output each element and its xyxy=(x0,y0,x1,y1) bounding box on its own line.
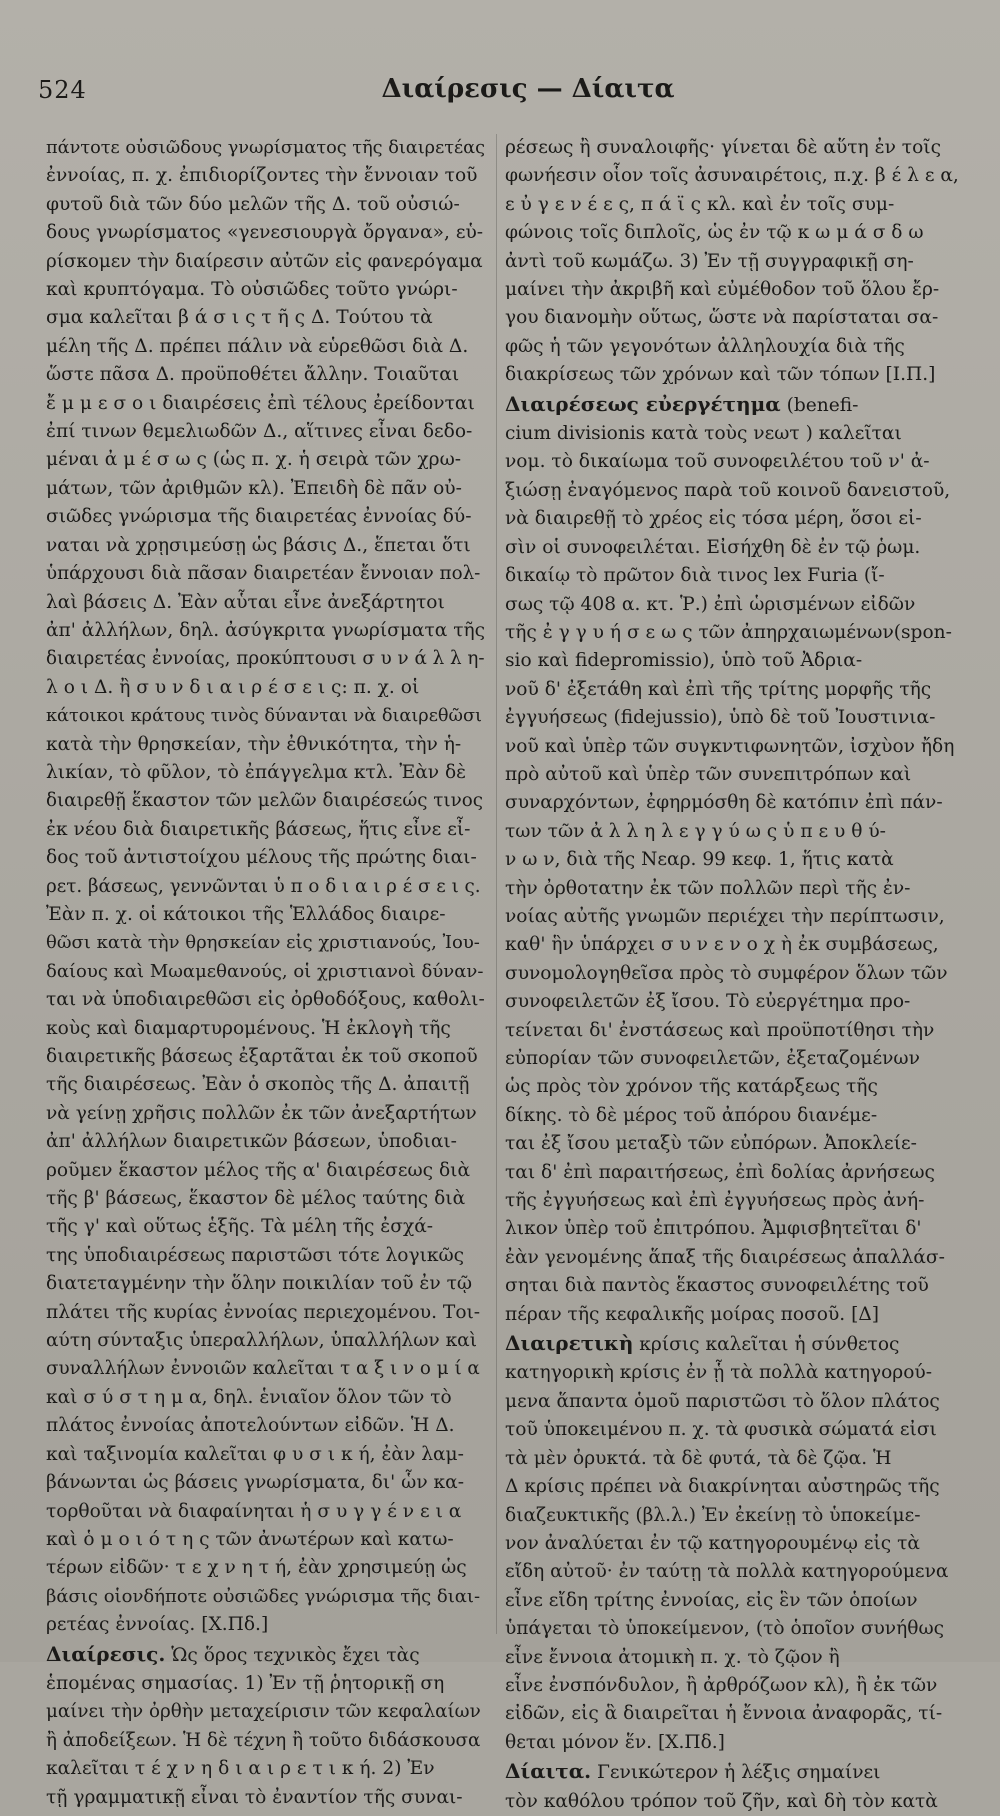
text-line: ἐννοίας, π. χ. ἐπιδιορίζοντες τὴν ἔννοιαν τοῦ xyxy=(46,165,478,187)
entry-diairesis-technical xyxy=(46,1640,486,1812)
text-line: τῆς β' βάσεως, ἕκαστον δὲ μέλος ταύτης διὰ xyxy=(46,1188,466,1210)
entry-first-line-text: κρίσις καλεῖται ἡ σύνθετος xyxy=(633,1334,900,1356)
text-line: ὑπάγεται τὸ ὑποκείμενον, (τὸ ὁποῖον συνήθως xyxy=(505,1618,945,1640)
entry-first-line-text: Γενικώτερον ἡ λέξις σημαίνει xyxy=(591,1762,881,1784)
text-line: νον ἀναλύεται ἐν τῷ κατηγορουμένῳ εἰς τὰ xyxy=(505,1532,920,1554)
text-line: κοὺς καὶ διαμαρτυρομένους. Ἡ ἐκλογὴ τῆς xyxy=(46,1017,451,1039)
text-line: ξιώσῃ ἐναγόμενος παρὰ τοῦ κοινοῦ δανειστοῦ, xyxy=(505,479,951,501)
text-line: σὶν οἱ συνοφειλέται. Εἰσήχθη δὲ ἐν τῷ ῥωμ. xyxy=(505,536,921,558)
text-line: ροῦμεν ἕκαστον μέλος τῆς α' διαιρέσεως διὰ xyxy=(46,1159,470,1181)
text-line: κατηγορικὴ κρίσις ἐν ᾗ τὰ πολλὰ κατηγορού- xyxy=(505,1362,933,1384)
text-line: ἔ μ μ ε σ ο ι διαιρέσεις ἐπὶ τέλους ἐρείδονται xyxy=(46,392,475,414)
text-line: διαιρετέας ἐννοίας, προκύπτουσι σ υ ν ά λ λ η- xyxy=(46,648,485,670)
text-line: κάτοικοι κράτους τινὸς δύνανται νὰ διαιρεθῶσι xyxy=(46,706,482,727)
text-line: λ ο ι Δ. ἢ σ υ ν δ ι α ι ρ έ σ ε ι ς: π. χ. οἱ xyxy=(46,676,420,698)
text-line: λικίαν, τὸ φῦλον, τὸ ἐπάγγελμα κτλ. Ἐὰν δὲ xyxy=(46,761,467,783)
text-line: φωνήεσιν οἷον τοῖς ἀσυναιρέτοις, π.χ. β έ λ ε α, xyxy=(505,165,959,187)
entry-first-line xyxy=(505,1329,967,1359)
text-line: μάτων, τῶν ἀριθμῶν κλ). Ἐπειδὴ δὲ πᾶν οὐ- xyxy=(46,477,462,499)
entry-headword: Δίαιτα. xyxy=(505,1759,592,1784)
text-line: θεται μόνον ἕν. [Χ.Πδ.] xyxy=(505,1731,725,1753)
entry-diaireseos-euergetima xyxy=(505,390,967,1329)
right-column xyxy=(505,134,967,1812)
text-line: Ἐὰν π. χ. οἱ κάτοικοι τῆς Ἑλλάδος διαιρε- xyxy=(46,903,446,925)
entry-headword: Διαίρεσις. xyxy=(46,1641,166,1666)
entry-diairesis-continued xyxy=(46,134,486,1640)
text-line: σμα καλεῖται β ά σ ι ς τ ῆ ς Δ. Τούτου τὰ xyxy=(46,307,433,329)
text-line: ἀπ' ἀλλήλων, δηλ. ἀσύγκριτα γνωρίσματα τῆς xyxy=(46,619,486,641)
entry-first-line xyxy=(505,1757,967,1787)
text-line: σως τῷ 408 α. κτ. Ῥ.) ἐπὶ ὡρισμένων εἰδῶν xyxy=(505,593,916,615)
entry-first-line xyxy=(505,390,967,420)
text-line: σιῶδες γνώρισμα τῆς διαιρετέας ἐννοίας δύ- xyxy=(46,506,472,528)
text-line: κατὰ τὴν θρησκείαν, τὴν ἐθνικότητα, τὴν ἡ- xyxy=(46,733,462,755)
text-line: τὴν ὀρθοτατην ἐκ τῶν πολλῶν περὶ τῆς ἐν- xyxy=(505,877,911,899)
entry-headword: Διαιρέσεως εὐεργέτημα xyxy=(505,391,781,416)
text-line: ἀπ' ἀλλήλων διαιρετικῶν βάσεων, ὑποδιαι- xyxy=(46,1131,457,1153)
text-line: ὥστε πᾶσα Δ. προϋποθέτει ἄλλην. Τοιαῦται xyxy=(46,364,460,386)
text-line: διαιρετικῆς βάσεως ἐξαρτᾶται ἐκ τοῦ σκοποῦ xyxy=(46,1046,478,1067)
text-line: δος τοῦ ἀντιστοίχου μέλους τῆς πρώτης διαι- xyxy=(46,847,477,869)
text-line: λαὶ βάσεις Δ. Ἐὰν αὗται εἶνε ἀνεξάρτητοι xyxy=(46,591,445,613)
text-line: cium divisionis κατὰ τοὺς νεωτ ) καλεῖται xyxy=(505,423,902,445)
text-line: δαίους καὶ Μωαμεθανούς, οἱ χριστιανοὶ δύναν- xyxy=(46,960,484,982)
text-line: καὶ ὁ μ ο ι ό τ η ς τῶν ἀνωτέρων καὶ κατω- xyxy=(46,1528,454,1550)
text-line: μαίνει τὴν ὀρθὴν μεταχείρισιν τῶν κεφαλαίων xyxy=(46,1701,481,1723)
text-line: sio καὶ fidepromissio), ὑπὸ τοῦ Ἀδρια- xyxy=(505,650,863,672)
text-line: μέλη τῆς Δ. πρέπει πάλιν νὰ εὑρεθῶσι διὰ Δ. xyxy=(46,335,469,357)
text-line: ρετέας ἐννοίας. [Χ.Πδ.] xyxy=(46,1614,269,1636)
text-line: ρετ. βάσεως, γεννῶνται ὑ π ο δ ι α ι ρ έ σ ε ι ς. xyxy=(46,875,481,897)
text-line: νὰ διαιρεθῇ τὸ χρέος εἰς τόσα μέρη, ὅσοι εἰ- xyxy=(505,508,922,530)
text-line: φυτοῦ διὰ τῶν δύο μελῶν τῆς Δ. τοῦ οὐσιώ- xyxy=(46,193,460,215)
text-line: τῇ γραμματικῇ εἶναι τὸ ἐναντίον τῆς συναι- xyxy=(46,1786,463,1808)
text-line: καὶ ταξινομία καλεῖται φ υ σ ι κ ή, ἐὰν λαμ- xyxy=(46,1443,464,1465)
text-line: λικον ὑπὲρ τοῦ ἐπιτρόπου. Ἀμφισβητεῖται δ' xyxy=(505,1218,922,1240)
text-line: μαίνει τὴν ἀκριβῆ καὶ εὐμέθοδον τοῦ ὅλου ἔρ- xyxy=(505,279,940,301)
text-line: ται νὰ ὑποδιαιρεθῶσι εἰς ὀρθοδόξους, καθολι- xyxy=(46,989,485,1011)
text-line: ὡς πρὸς τὸν χρόνον τῆς κατάρξεως τῆς xyxy=(505,1076,878,1098)
text-line: τῆς ἐ γ γ υ ή σ ε ω ς τῶν ἀπηρχαιωμένων(spon- xyxy=(505,621,952,643)
text-line: συναλλήλων ἐννοιῶν καλεῖται τ α ξ ι ν ο μ ί α xyxy=(46,1358,480,1380)
text-line: πρὸ αὐτοῦ καὶ ὑπὲρ τῶν συνεπιτρόπων καὶ xyxy=(505,763,912,785)
text-line: βάσις οἱονδήποτε οὐσιῶδες γνώρισμα τῆς διαι- xyxy=(46,1585,481,1607)
text-line: εἶνε εἴδη τρίτης ἐννοίας, εἰς ἓν τῶν ὁποίων xyxy=(505,1589,918,1611)
text-line: εἶνε ἔννοια ἀτομικὴ π. χ. τὸ ζῷον ἢ xyxy=(505,1646,840,1668)
column-divider xyxy=(496,134,497,1634)
text-line: καλεῖται τ έ χ ν η δ ι α ι ρ ε τ ι κ ή. 2) Ἐν xyxy=(46,1758,435,1780)
text-line: νὰ γείνῃ χρῆσις πολλῶν ἐκ τῶν ἀνεξαρτήτων xyxy=(46,1102,477,1124)
text-line: Δ κρίσις πρέπει νὰ διακρίνηται αὐστηρῶς τῆς xyxy=(505,1476,940,1498)
text-line: τορθοῦται νὰ διαφαίνηται ἡ σ υ γ γ έ ν ε ι α xyxy=(46,1500,462,1522)
text-line: νοῦ δ' ἐξετάθη καὶ ἐπὶ τῆς τρίτης μορφῆς τῆς xyxy=(505,678,932,700)
running-title: Διαίρεσις — Δίαιτα xyxy=(381,74,675,104)
text-line: συνομολογηθεῖσα πρὸς τὸ συμφέρον ὅλων τῶν xyxy=(505,962,948,984)
text-line: διαζευκτικῆς (βλ.λ.) Ἐν ἐκείνῃ τὸ ὑποκείμε- xyxy=(505,1504,921,1526)
text-line: συνοφειλετῶν ἐξ ἴσου. Τὸ εὐεργέτημα προ- xyxy=(505,991,911,1013)
text-line: μενα ἅπαντα ὁμοῦ παριστῶσι τὸ ὅλον πλάτος xyxy=(505,1390,940,1412)
text-line: φῶς ἡ τῶν γεγονότων ἀλληλουχία διὰ τῆς xyxy=(505,335,905,357)
text-line: πλάτος ἐννοίας ἀποτελούντων εἰδῶν. Ἡ Δ. xyxy=(46,1415,455,1437)
text-line: ἐκ νέου διὰ διαιρετικῆς βάσεως, ἥτις εἶνε εἶ- xyxy=(46,818,471,840)
text-line: δίκης. τὸ δὲ μέρος τοῦ ἀπόρου διανέμε- xyxy=(505,1104,878,1126)
entry-diaita xyxy=(505,1757,967,1816)
text-line: δικαίῳ τὸ πρῶτον διὰ τινος lex Furia (ἴ- xyxy=(505,565,885,587)
text-line: πλάτει τῆς κυρίας ἐννοίας περιεχομένου. Τοι- xyxy=(46,1301,481,1323)
text-line: της ὑποδιαιρέσεως παριστῶσι τότε λογικῶς xyxy=(46,1244,465,1266)
text-line: τέρων εἰδῶν· τ ε χ ν η τ ή, ἐὰν χρησιμεύῃ ὡς xyxy=(46,1557,467,1579)
text-line: τείνεται δι' ἐνστάσεως καὶ προϋποτίθησι τὴν xyxy=(505,1019,935,1041)
text-line: ἢ ἀποδείξεων. Ἡ δὲ τέχνη ἢ τοῦτο διδάσκουσα xyxy=(46,1729,481,1751)
text-line: νοίας αὐτῆς γνωμῶν περιέχει τὴν περίπτωσιν, xyxy=(505,905,945,927)
text-line: ν ω ν, διὰ τῆς Νεαρ. 99 κεφ. 1, ἥτις κατὰ xyxy=(505,849,894,871)
text-line: καθ' ἣν ὑπάρχει σ υ ν ε ν ο χ ὴ ἐκ συμβάσεως, xyxy=(505,934,939,956)
text-line: ται ἐξ ἴσου μεταξὺ τῶν εὐπόρων. Ἀποκλείε- xyxy=(505,1133,917,1155)
text-line: μέναι ἀ μ έ σ ω ς (ὡς π. χ. ἡ σειρὰ τῶν χρω- xyxy=(46,449,462,471)
text-line: βάνωνται ὡς βάσεις γνωρίσματα, δι' ὧν κα- xyxy=(46,1472,464,1494)
text-line: εἶνε ἐνσπόνδυλον, ἢ ἀρθρόζωον κλ), ἢ ἐκ τῶν xyxy=(505,1674,938,1696)
text-line: νοῦ καὶ ὑπὲρ τῶν συγκντιφωνητῶν, ἰσχὺον ἤδη xyxy=(505,735,955,757)
text-line: θῶσι κατὰ τὴν θρησκείαν εἰς χριστιανούς, Ἰου- xyxy=(46,932,480,954)
page-header xyxy=(38,76,964,116)
entry-first-line-text: Ὡς ὅρος τεχνικὸς ἔχει τὰς xyxy=(165,1644,420,1666)
text-line: νομ. τὸ δικαίωμα τοῦ συνοφειλέτου τοῦ ν' ἀ- xyxy=(505,451,930,473)
entry-first-line-text: (benefi- xyxy=(780,394,859,416)
page-number: 524 xyxy=(38,76,87,104)
text-line: τῆς γ' καὶ οὕτως ἑξῆς. Τὰ μέλη τῆς ἐσχά- xyxy=(46,1216,434,1238)
entry-diairetiki-krisis xyxy=(505,1329,967,1757)
entry-first-line xyxy=(46,1640,486,1670)
text-line: των τῶν ἀ λ λ η λ ε γ γ ύ ω ς ὑ π ε υ θ ύ- xyxy=(505,820,886,842)
text-line: εὐπορίαν τῶν συνοφειλετῶν, ἐξεταζομένων xyxy=(505,1048,920,1069)
left-column xyxy=(46,134,486,1808)
text-line: καὶ κρυπτόγαμα. Τὸ οὐσιῶδες τοῦτο γνώρι- xyxy=(46,279,458,301)
text-line: ὑπάρχουσι διὰ πᾶσαν διαιρετέαν ἔννοιαν πολ- xyxy=(46,563,481,585)
text-line: ναται νὰ χρῃσιμεύσῃ ὡς βάσις Δ., ἕπεται ὅτι xyxy=(46,534,471,556)
text-line: ρίσκομεν τὴν διαίρεσιν αὐτῶν εἰς φανερόγαμα xyxy=(46,250,483,272)
text-line: ἀντὶ τοῦ κωμάζω. 3) Ἐν τῇ συγγραφικῇ ση- xyxy=(505,250,914,272)
text-line: διαιρεθῇ ἕκαστον τῶν μελῶν διαιρέσεώς τινος xyxy=(46,790,483,812)
text-line: ρέσεως ἢ συναλοιφῆς· γίνεται δὲ αὕτη ἐν τοῖς xyxy=(505,137,941,158)
text-line: τῆς ἐγγυήσεως καὶ ἐπὶ ἐγγυήσεως πρὸς ἀνή- xyxy=(505,1190,925,1212)
text-line: ἐγγυήσεως (fidejussio), ὑπὸ δὲ τοῦ Ἰουστινια- xyxy=(505,707,936,729)
text-line: ἐπί τινων θεμελιωδῶν Δ., αἵτινες εἶναι δεδο- xyxy=(46,421,473,443)
text-line: διακρίσεως τῶν χρόνων καὶ τῶν τόπων [Ι.Π.] xyxy=(505,364,936,386)
text-line: εἴδη αὐτοῦ· ἐν ταύτῃ τὰ πολλὰ κατηγορούμενα xyxy=(505,1561,949,1583)
text-line: τοῦ ὑποκειμένου π. χ. τὰ φυσικὰ σώματά εἰσι xyxy=(505,1419,937,1441)
text-line: φώνοις τοῖς διπλοῖς, ὡς ἐν τῷ κ ω μ ά σ δ ω xyxy=(505,222,924,244)
text-line: τῆς διαιρέσεως. Ἐὰν ὁ σκοπὸς τῆς Δ. ἀπαιτῇ xyxy=(46,1074,470,1096)
text-line: ἐὰν γενομένης ἅπαξ τῆς διαιρέσεως ἀπαλλάσ- xyxy=(505,1246,945,1268)
text-line: διατεταγμένην τὴν ὅλην ποικιλίαν τοῦ ἐν τῷ xyxy=(46,1273,473,1295)
text-line: τὰ μὲν ὀρυκτά. τὰ δὲ φυτά, τὰ δὲ ζῷα. Ἡ xyxy=(505,1447,892,1469)
text-line: αύτη σύνταξις ὑπεραλλήλων, ὑπαλλήλων καὶ xyxy=(46,1330,478,1352)
text-line: ἑπομένας σημασίας. 1) Ἐν τῇ ῥητορικῇ ση xyxy=(46,1672,445,1694)
entry-diairesis-continued-right xyxy=(505,134,967,390)
text-line: ται δ' ἐπὶ παραιτήσεως, ἐπὶ δολίας ἀρνήσεως xyxy=(505,1161,935,1183)
text-line: καὶ σ ύ σ τ η μ α, δηλ. ἑνιαῖον ὅλον τῶν τὸ xyxy=(46,1386,452,1408)
text-line: σηται διὰ παντὸς ἕκαστος συνοφειλέτης τοῦ xyxy=(505,1275,929,1297)
text-line: εἰδῶν, εἰς ἃ διαιρεῖται ἡ ἔννοια ἀναφορᾶς, τί- xyxy=(505,1703,943,1725)
entry-headword: Διαιρετικὴ xyxy=(505,1331,634,1356)
text-line: ε ὐ γ ε ν έ ε ς, π ά ϊ ς κλ. καὶ ἐν τοῖς συμ- xyxy=(505,193,895,215)
text-line: συναρχόντων, ἐφηρμόσθη δὲ κατόπιν ἐπὶ πάν- xyxy=(505,792,943,814)
text-line: γου διανομὴν οὕτως, ὥστε νὰ παρίσταται σα- xyxy=(505,307,939,329)
text-line: δους γνωρίσματος «γενεσιουργὰ ὄργανα», εὑ- xyxy=(46,222,484,244)
text-line: πάντοτε οὐσιῶδους γνωρίσματος τῆς διαιρετέας xyxy=(46,138,486,158)
text-line: πέραν τῆς κεφαλικῆς μοίρας ποσοῦ. [Δ] xyxy=(505,1303,880,1325)
text-line: τὸν καθόλου τρόπον τοῦ ζῆν, καὶ δὴ τὸν κατὰ xyxy=(505,1790,938,1812)
